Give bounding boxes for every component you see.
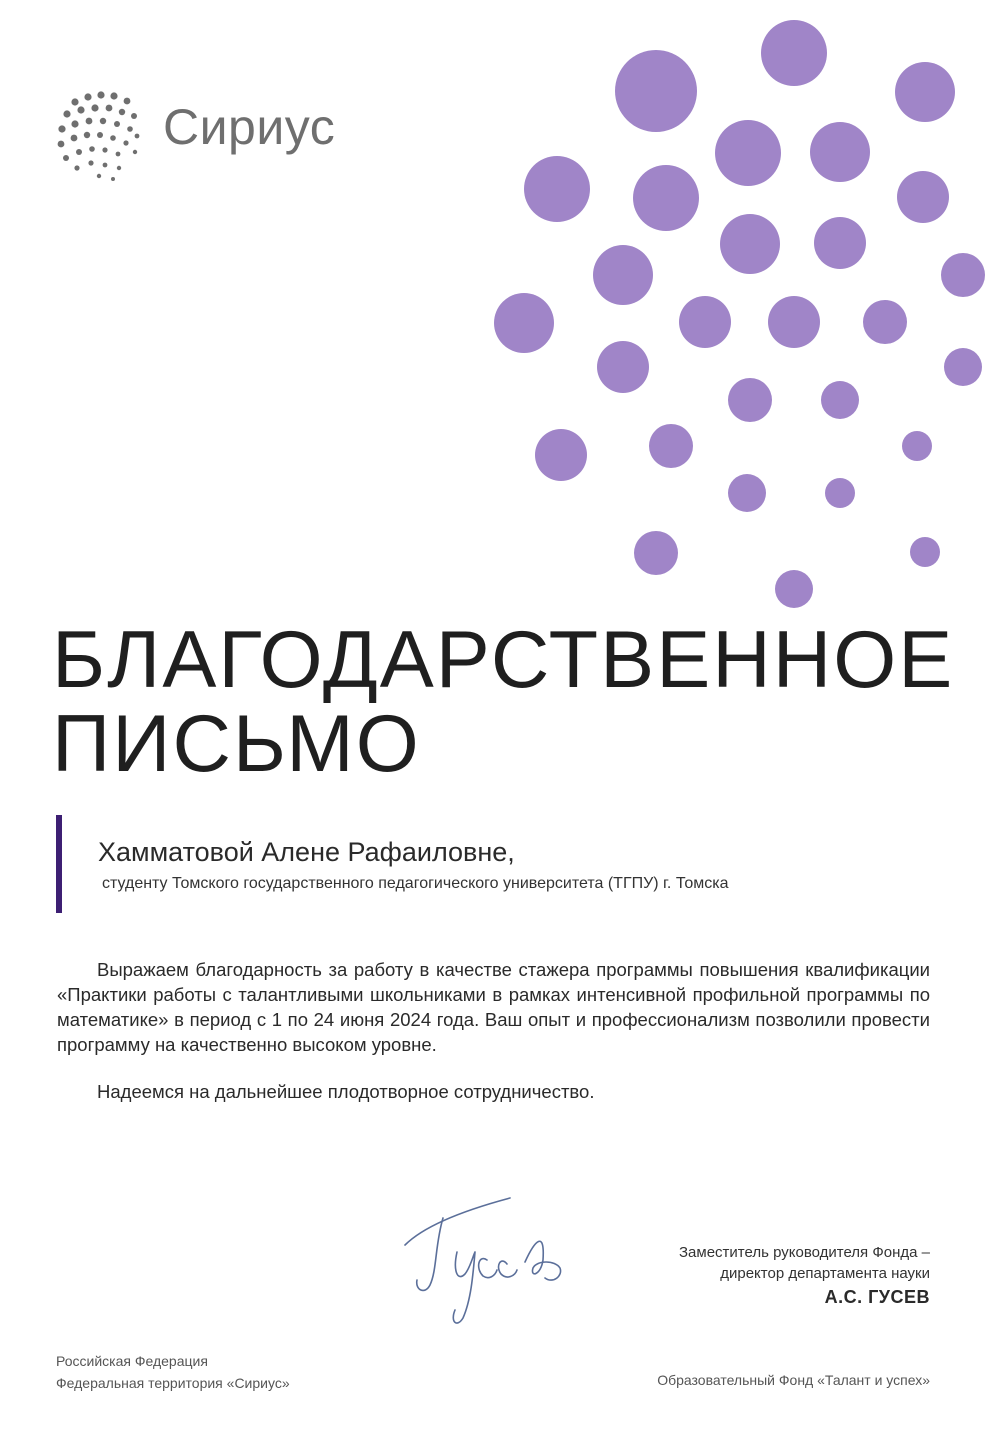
- addressee-description: студенту Томского государственного педагогического университета (ТГПУ) г. Томска: [102, 875, 729, 892]
- footer-territory: Федеральная территория «Сириус»: [56, 1375, 290, 1391]
- logo-wordmark: Сириус: [163, 99, 336, 155]
- letter-body-paragraph: Выражаем благодарность за работу в качестве стажера программы повышения квалификации «Практики работы с талантливыми школьниками в рамках интенсивной профильной программы по математике» в период с 1 по 24 июня 2024 года. Ваш опыт и профессионализм позволили провести программу на качественно высоком уровне.: [57, 959, 930, 1055]
- letter-closing: Надеемся на дальнейшее плодотворное сотрудничество.: [97, 1081, 595, 1102]
- addressee-name: Хамматовой Алене Рафаиловне,: [98, 837, 515, 867]
- document-title: [52, 615, 972, 789]
- signer-name: А.С. ГУСЕВ: [824, 1287, 930, 1307]
- handwritten-signature: [395, 1190, 580, 1330]
- decorative-dots-graphic: [0, 0, 1000, 620]
- signer-position-line-1: Заместитель руководителя Фонда –: [678, 1244, 930, 1261]
- title-line-1: БЛАГОДАРСТВЕННОЕ: [52, 615, 955, 705]
- title-line-2: ПИСЬМО: [52, 699, 421, 789]
- signer-position-line-2: директор департамента науки: [720, 1265, 930, 1282]
- signer-block: [679, 1242, 930, 1308]
- footer-country: Российская Федерация: [56, 1353, 208, 1369]
- footer-foundation: Образовательный Фонд «Талант и успех»: [657, 1372, 930, 1388]
- addressee-accent-bar: [56, 815, 62, 913]
- footer-location: [56, 1350, 290, 1394]
